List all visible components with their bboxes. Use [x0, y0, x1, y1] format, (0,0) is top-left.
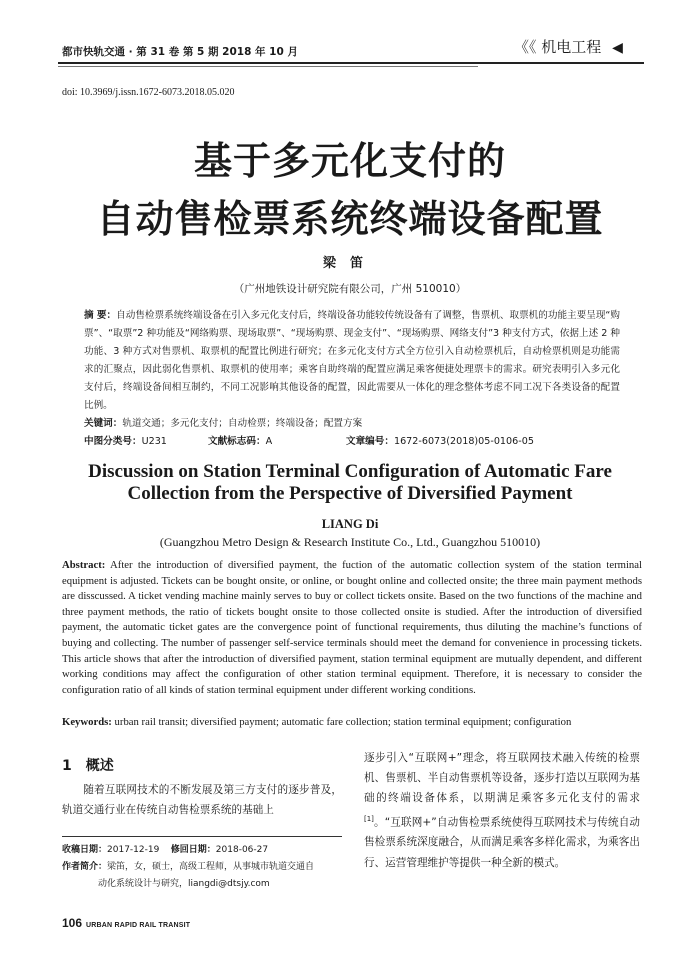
document-code: 文献标志码：A [208, 436, 273, 447]
chinese-abstract [84, 307, 620, 416]
english-title-line-1: Discussion on Station Terminal Configuration of Automatic Fare [88, 461, 612, 482]
journal-name: URBAN RAPID RAIL TRANSIT [86, 922, 191, 929]
footnote [62, 842, 352, 893]
page-number: 106 [62, 916, 83, 930]
footnote-rule [62, 836, 342, 837]
footnote-author-cont: 动化系统设计与研究，liangdi@dtsjy.com [98, 879, 270, 889]
chinese-author: 梁笛 [322, 256, 377, 271]
left-column-body: 随着互联网技术的不断发展及第三方支付的逐步普及，轨道交通行业在传统自动售检票系统的基础上 [62, 784, 342, 816]
footnote-author: 作者简介：梁笛，女，硕士，高级工程师，从事城市轨道交通自 [62, 862, 315, 872]
section-name: 机电工程 [541, 38, 602, 56]
section-heading [62, 755, 114, 775]
doi: doi: 10.3969/j.issn.1672-6073.2018.05.020 [62, 87, 235, 98]
english-title-line-2: Collection from the Perspective of Diversified Payment [127, 483, 573, 504]
english-abstract [62, 558, 642, 698]
chinese-title-line-2: 自动售检票系统终端设备配置 [96, 197, 604, 241]
english-keywords-text: urban rail transit; diversified payment; automatic fare collection; station terminal equipment; configuration [111, 716, 572, 728]
clc-number: 中图分类号：U231 [84, 436, 167, 447]
header-rule [58, 62, 644, 64]
chinese-affiliation: （广州地铁设计研究院有限公司，广州 510010） [233, 283, 467, 295]
chinese-title-line-1: 基于多元化支付的 [193, 139, 506, 183]
citation: [1] [364, 814, 374, 823]
right-column-body: 逐步引入“互联网+”理念，将互联网技术融入传统的检票机、售票机、半自动售票机等设备，逐步打造以互联网为基础的终端设备体系，以期满足乘客多元化支付的需求[1]。“互联网+”自动售检票系统使得互联网技术与传统自动售检票系统深度融合，从而满足乘客多样化需求，为乘客出行、运营管理维护等提供一种全新的模式。 [364, 752, 640, 869]
chinese-keywords-label: 关键词： [84, 418, 123, 429]
english-keywords [62, 716, 642, 728]
chevron-double-left-icon: 《《 [514, 38, 537, 56]
chinese-abstract-text: 自动售检票系统终端设备在引入多元化支付后，终端设备功能较传统设备有了调整，售票机、取票机的功能主要呈现“购票”、“取票”2 种功能及“网络购票、现场取票”、“现场购票、现金支付”、“现场购票、网络支付”3 种支付方式，依据上述 2 种功能、3 种方式对售票机、取票机的配置比例进行研究；在多元化支付方式全方位引入自动检票机后，自动检票机则是功能需求的汇聚点，因此弱化售票机、取票机的使用率；乘客自助终端的配置应满足乘客便捷处理票卡的需求。研究表明引入多元化支付后，终端设备间相互制约，不同工况影响其他设备的配置，因此需要从一体化的理念整体考虑不同工况下各类设备的配置比例。 [84, 310, 620, 412]
chinese-keywords-text: 轨道交通；多元化支付；自动检票；终端设备；配置方案 [122, 418, 363, 429]
english-abstract-label: Abstract: [62, 559, 106, 571]
section-label [514, 36, 623, 57]
page-footer [62, 912, 190, 931]
article-number: 文章编号：1672-6073(2018)05-0106-05 [346, 436, 534, 447]
header-rule-thin [58, 66, 478, 67]
footnote-dates: 收稿日期：2017-12-19 修回日期：2018-06-27 [62, 845, 269, 855]
section-title: 概述 [85, 758, 114, 774]
chinese-keywords [84, 415, 644, 429]
english-author: LIANG Di [321, 517, 379, 531]
chinese-abstract-label: 摘 要： [84, 310, 117, 321]
english-affiliation: (Guangzhou Metro Design & Research Institute Co., Ltd., Guangzhou 510010) [159, 535, 541, 549]
english-keywords-label: Keywords: [62, 716, 112, 728]
triangle-left-icon: ◀ [612, 40, 623, 56]
english-abstract-text: After the introduction of diversified payment, the fuction of the automatic collection system of the station terminal equipment is adjusted. Tickets can be bought onsite, or online, or bought online and collected onsite; the three main payment methods are disscussed. A ticket vending machine mainly serves to buy or collect tickets onsite. Based on the two functions of the machine and three payment methods, the ratio of tickets bought onsite to those collected onsite is studied. After the introduction of diversified payment, the automatic ticket gates are the convergence point of functional requirements, thus diluting the machine’s functions of buying and collecting. The number of passenger self-service terminals should meet the demand for convenience in processing tickets. This article shows that after the introduction of diversified payment, station terminal equipment are mutually dependent, and different working conditions may affect the configuration of other station terminal equipment. Therefore, it is necessary to consider the configuration ratio of all kinds of station terminal equipment under different working conditions. [62, 559, 642, 696]
section-number: 1 [62, 758, 72, 774]
journal-issue-header: 都市快轨交通 · 第 31 卷 第 5 期 2018 年 10 月 [62, 46, 298, 58]
